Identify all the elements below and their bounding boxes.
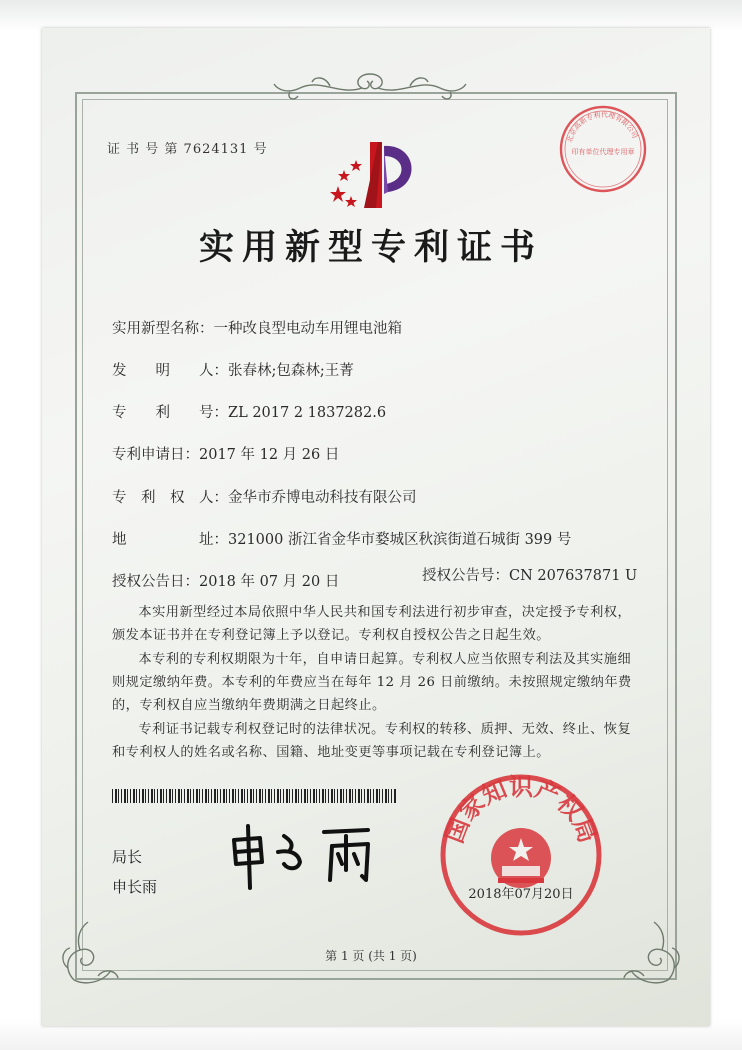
page-footer: 第 1 页 (共 1 页)	[325, 949, 417, 963]
agency-seal-middle: 印有单位代理专用章	[571, 148, 635, 156]
grant-date-value: 2018 年 07 月 20 日	[199, 574, 340, 590]
top-ornament	[270, 70, 470, 104]
grant-number-label: 授权公告号：	[422, 568, 509, 584]
field-label: 实用新型名称：	[112, 321, 214, 337]
field-value: ZL 2017 2 1837282.6	[228, 405, 387, 421]
field-value: 2017 年 12 月 26 日	[199, 447, 340, 463]
field-label: 专利申请日：	[112, 447, 199, 463]
barcode	[112, 789, 397, 803]
field-label: 专 利 号：	[112, 405, 228, 421]
field-value: 张春林;包森林;王菁	[228, 363, 354, 379]
grant-number-value: CN 207637871 U	[509, 568, 638, 584]
certificate-number-suffix: 号	[253, 142, 268, 157]
national-ip-office-seal	[436, 770, 606, 940]
paragraph-text: 本专利的专利权期限为十年，自申请日起算。专利权人应当依照专利法及其实施细则规定缴纳年费。本专利的年费应当在每年 12 月 26 日前缴纳。未按照规定缴纳年费的，专利权自应当缴纳年费期满之日起终止。	[112, 652, 632, 713]
field-label: 地 址：	[112, 532, 228, 548]
agency-seal	[558, 104, 648, 194]
grant-number-row	[422, 564, 637, 585]
certificate-number-value: 7624131	[183, 142, 249, 157]
field-value: 金华市乔博电动科技有限公司	[228, 490, 417, 506]
director-title: 局长	[112, 848, 143, 866]
field-row-patent-number	[112, 401, 386, 422]
seal-text: 国家知识产权局	[440, 773, 602, 847]
paragraph-grant	[112, 601, 632, 647]
field-value: 一种改良型电动车用锂电池箱	[213, 321, 402, 337]
field-value: 321000 浙江省金华市婺城区秋滨街道石城街 399 号	[228, 532, 572, 548]
field-row-name	[112, 317, 402, 338]
paragraph-legal-status	[112, 718, 632, 764]
certificate-title: 实用新型专利证书	[198, 227, 543, 268]
seal-date: 2018年07月20日	[468, 887, 574, 902]
field-label: 发 明 人：	[112, 363, 228, 379]
director-name: 申长雨	[112, 878, 158, 896]
field-label: 专 利 权 人：	[112, 490, 228, 506]
paragraph-term	[112, 648, 632, 717]
certificate-number-label: 证 书 号 第	[107, 142, 179, 157]
grant-date-label: 授权公告日：	[112, 574, 199, 590]
agency-seal-text: 北京高新专利代理有限公司	[565, 110, 639, 144]
field-row-application-date	[112, 443, 339, 464]
handwritten-signature	[228, 822, 388, 892]
grant-date-row	[112, 570, 339, 591]
cnipa-logo-icon	[318, 136, 428, 214]
field-row-address	[112, 528, 571, 549]
paragraph-text: 本实用新型经过本局依照中华人民共和国专利法进行初步审查，决定授予专利权，颁发本证书并在专利登记簿上予以登记。专利权自授权公告之日起生效。	[112, 605, 632, 643]
paragraph-text: 专利证书记载专利权登记时的法律状况。专利权的转移、质押、无效、终止、恢复和专利权人的姓名或名称、国籍、地址变更等事项记载在专利登记簿上。	[112, 722, 632, 760]
field-row-inventor	[112, 359, 354, 380]
certificate-number	[107, 138, 268, 157]
field-row-patentee	[112, 486, 417, 507]
